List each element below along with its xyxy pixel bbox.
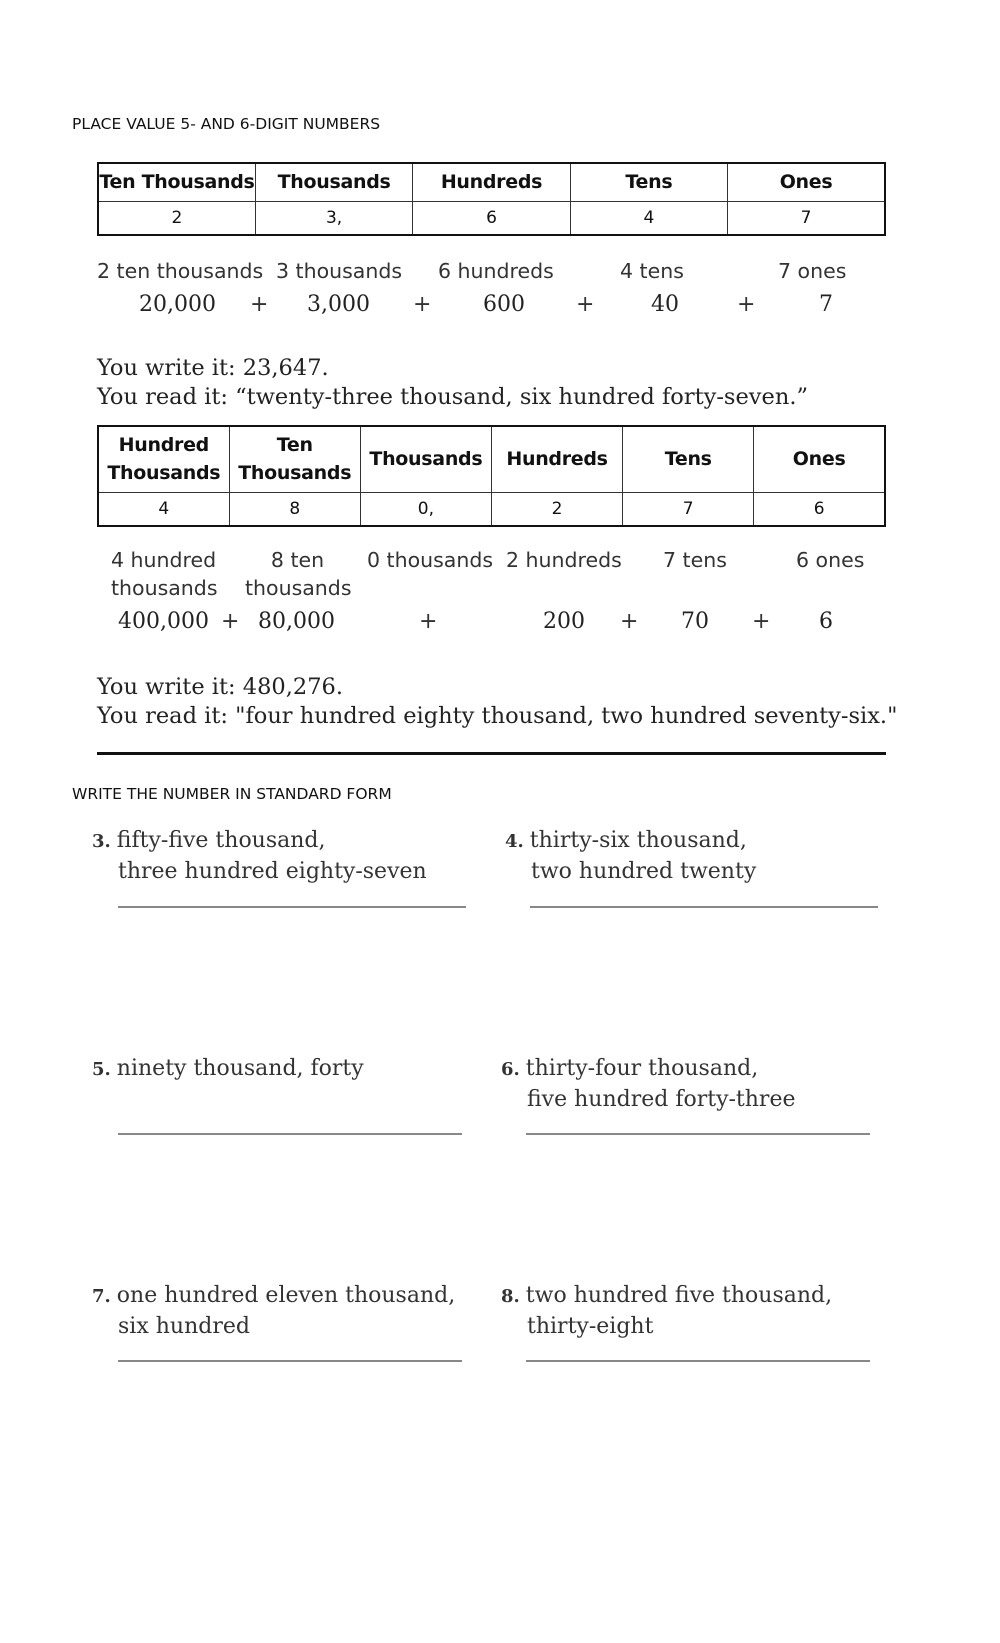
header-ones: Ones — [754, 426, 885, 492]
header-ones: Ones — [728, 163, 885, 201]
place-value-table-2 — [97, 425, 886, 527]
place-value-table-1 — [97, 162, 886, 236]
exercise-number: 8. — [501, 1286, 520, 1307]
value-cell: 7 — [728, 201, 885, 235]
expanded-number: 3,000 — [307, 292, 370, 317]
expanded-word: 0 thousands — [367, 548, 494, 572]
header-hundreds: Hundreds — [491, 426, 622, 492]
answer-line-6[interactable] — [526, 1133, 870, 1135]
expanded-number: 80,000 — [258, 609, 335, 634]
section-heading: WRITE THE NUMBER IN STANDARD FORM — [72, 785, 392, 803]
header-tens: Tens — [570, 163, 727, 201]
expanded-word — [111, 546, 218, 602]
value-cell: 0, — [360, 492, 491, 526]
plus-sign: + — [419, 609, 438, 634]
exercise-text: three hundred eighty-seven — [118, 859, 427, 884]
expanded-word: 4 tens — [620, 259, 684, 283]
exercise-number: 3. — [92, 831, 111, 852]
write-it-text: You write it: 480,276. — [97, 674, 343, 700]
plus-sign: + — [620, 609, 639, 634]
answer-line-7[interactable] — [118, 1360, 462, 1362]
exercise-3 — [92, 826, 427, 887]
section-divider — [97, 752, 886, 755]
plus-sign: + — [576, 292, 595, 317]
read-it-text: You read it: "four hundred eighty thousand, two hundred seventy-six." — [97, 703, 898, 729]
exercise-text: thirty-eight — [527, 1314, 654, 1339]
value-cell: 2 — [98, 201, 255, 235]
header-ten-thousands — [229, 426, 360, 492]
value-cell: 4 — [570, 201, 727, 235]
header-hundred-thousands — [98, 426, 229, 492]
exercise-7 — [92, 1281, 455, 1342]
value-cell: 6 — [413, 201, 570, 235]
header-ten-thousands: Ten Thousands — [98, 163, 255, 201]
exercise-text: one hundred eleven thousand, — [116, 1283, 456, 1308]
header-line: Ten — [276, 434, 313, 457]
word-line: thousands — [111, 576, 218, 600]
write-it-text: You write it: 23,647. — [97, 355, 329, 381]
exercise-text: two hundred five thousand, — [525, 1283, 833, 1308]
expanded-word: 7 tens — [663, 548, 727, 572]
exercise-5 — [92, 1054, 364, 1085]
expanded-word: 6 hundreds — [438, 259, 554, 283]
expanded-number: 6 — [819, 609, 833, 634]
expanded-word: 7 ones — [778, 259, 847, 283]
answer-line-5[interactable] — [118, 1133, 462, 1135]
value-cell: 3, — [255, 201, 412, 235]
read-it-text: You read it: “twenty-three thousand, six hundred forty-seven.” — [97, 384, 808, 410]
word-line: 4 hundred — [111, 548, 217, 572]
expanded-number: 40 — [651, 292, 679, 317]
exercise-number: 6. — [501, 1059, 520, 1080]
exercise-number: 4. — [505, 831, 524, 852]
exercise-8 — [501, 1281, 832, 1342]
expanded-number: 70 — [681, 609, 709, 634]
exercise-text: six hundred — [118, 1314, 250, 1339]
exercise-number: 5. — [92, 1059, 111, 1080]
expanded-word: 2 ten thousands — [97, 259, 264, 283]
expanded-number: 400,000 — [118, 609, 209, 634]
plus-sign: + — [752, 609, 771, 634]
answer-line-4[interactable] — [530, 906, 878, 908]
word-line: 8 ten — [270, 548, 325, 572]
exercise-text: ninety thousand, forty — [116, 1056, 364, 1081]
plus-sign: + — [737, 292, 756, 317]
exercise-4 — [505, 826, 756, 887]
exercise-6 — [501, 1054, 796, 1115]
expanded-word — [245, 546, 350, 602]
exercise-text: fifty-five thousand, — [116, 828, 326, 853]
header-hundreds: Hundreds — [413, 163, 570, 201]
expanded-number: 7 — [819, 292, 833, 317]
value-cell: 4 — [98, 492, 229, 526]
expanded-word: 2 hundreds — [506, 548, 622, 572]
plus-sign: + — [221, 609, 240, 634]
exercise-text: thirty-four thousand, — [525, 1056, 759, 1081]
value-cell: 7 — [623, 492, 754, 526]
value-cell: 6 — [754, 492, 885, 526]
header-tens: Tens — [623, 426, 754, 492]
header-thousands: Thousands — [360, 426, 491, 492]
exercise-text: five hundred forty-three — [527, 1087, 796, 1112]
expanded-number: 600 — [483, 292, 525, 317]
exercise-text: thirty-six thousand, — [529, 828, 747, 853]
plus-sign: + — [413, 292, 432, 317]
expanded-number: 20,000 — [139, 292, 216, 317]
plus-sign: + — [250, 292, 269, 317]
page-title: PLACE VALUE 5- AND 6-DIGIT NUMBERS — [72, 115, 381, 133]
exercise-number: 7. — [92, 1286, 111, 1307]
word-line: thousands — [245, 576, 352, 600]
answer-line-8[interactable] — [526, 1360, 870, 1362]
header-thousands: Thousands — [255, 163, 412, 201]
expanded-word: 6 ones — [796, 548, 865, 572]
header-line: Hundred — [118, 434, 209, 457]
exercise-text: two hundred twenty — [531, 859, 757, 884]
header-line: Thousands — [107, 462, 221, 485]
value-cell: 2 — [491, 492, 622, 526]
expanded-number: 200 — [543, 609, 585, 634]
answer-line-3[interactable] — [118, 906, 466, 908]
header-line: Thousands — [238, 462, 352, 485]
expanded-word: 3 thousands — [276, 259, 403, 283]
value-cell: 8 — [229, 492, 360, 526]
